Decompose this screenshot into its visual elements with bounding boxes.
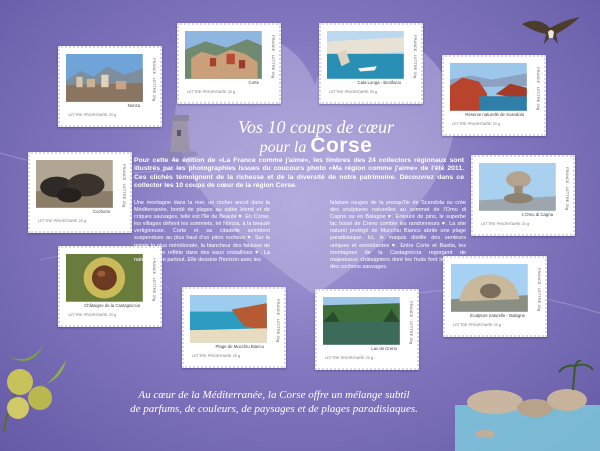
stamp-mucchiu-biancu: [182, 287, 286, 368]
text-column-left: Une montagne dans la mer, un rocher ancré dans la Méditerranée, bordé de plages au sable blond et de criques sauvages, telle est l'île de Beauté ♥. En Corse, les villages défient les sommets, tel Nonza, à la beauté vertigineuse. Corte et sa citadelle semblent suspendues au plus haut d'un piton rocheux ♥. Sur la pointe la plus méridionale, la blancheur des falaises de Bonifacio se reflète dans des eaux cristallines ♥. La nature s'offre partout. Elle dessine l'horizon avec les: [134, 200, 270, 263]
stamp-omu-di-cagna: [471, 155, 575, 236]
stamp-bonifacio: [319, 23, 423, 104]
stamp-caption: L'Omu di Cagna: [522, 212, 553, 217]
chestnut-decoration: [0, 336, 70, 436]
intro-paragraph: Pour cette 4e édition de «La France comme j'aime», les timbres des 24 collectors régionaux sont illustrés par les photographies issues du coucours photo «Ma région comme j'aime» de l'été 2011. Ces clichés témoignent de la richesse et de la diversité de notre patrimoine. Découvrez dans ce collector les 10 coups de cœur de la région Corse.: [134, 157, 464, 189]
stamp-caption: Nonza: [127, 103, 140, 108]
genoese-tower: [160, 108, 200, 158]
cochons-photo: [36, 160, 113, 208]
stamp-value: LETTRE PRIORITAIRE 20 g: [187, 90, 236, 94]
stamp-value: LETTRE PRIORITAIRE 20 g: [481, 222, 530, 226]
balagne-photo: [451, 264, 528, 312]
stamp-value: LETTRE PRIORITAIRE 20 g: [329, 90, 378, 94]
stamp-side-text: FRANCE · LETTRE 20g: [152, 257, 157, 301]
stamp-side-text: FRANCE · LETTRE 20g: [152, 57, 157, 101]
stamp-caption: Lac de Creno: [371, 346, 397, 351]
stamp-side-text: FRANCE · LETTRE 20g: [409, 300, 414, 344]
corte-photo: [185, 31, 262, 79]
stamp-value: LETTRE PRIORITAIRE 20 g: [325, 356, 374, 360]
title-line-1: Vos 10 coups de cœur: [238, 117, 394, 137]
title-prefix: pour la: [259, 139, 307, 156]
bonifacio-photo: [327, 31, 404, 79]
stamp-value: LETTRE PRIORITAIRE 20 g: [452, 122, 501, 126]
stamp-nonza: [58, 46, 162, 127]
stamp-side-text: FRANCE · LETTRE 20g: [122, 163, 127, 207]
stamp-lac-de-creno: [315, 289, 419, 370]
stamp-value: LETTRE PRIORITAIRE 20 g: [68, 313, 117, 317]
stamp-caption: Châtaigne de la Castagniccia: [84, 303, 140, 308]
stamp-value: LETTRE PRIORITAIRE 20 g: [38, 219, 87, 223]
stamp-value: LETTRE PRIORITAIRE 20 g: [453, 323, 502, 327]
stamp-value: LETTRE PRIORITAIRE 20 g: [192, 354, 241, 358]
stamp-scandola: [442, 55, 546, 136]
chataigne-photo: [66, 254, 143, 302]
scandola-photo: [450, 63, 527, 111]
stamp-side-text: FRANCE · LETTRE 20g: [413, 34, 418, 78]
stamp-corte: [177, 23, 281, 104]
stamp-side-text: FRANCE · LETTRE 20g: [537, 267, 542, 311]
stamp-caption: Corte: [248, 80, 259, 85]
tagline-line-2: de parfums, de couleurs, de paysages et de plages paradisiaques.: [130, 403, 418, 415]
stamp-cochons: [28, 152, 132, 233]
mucchiu-biancu-photo: [190, 295, 267, 343]
omu-di-cagna-photo: [479, 163, 556, 211]
stamp-caption: Réserve naturelle de Scandola: [465, 112, 524, 117]
stamp-value: LETTRE PRIORITAIRE 20 g: [68, 113, 117, 117]
tagline-line-1: Au cœur de la Méditerranée, la Corse offre un mélange subtil: [138, 389, 410, 401]
stamp-caption: Cala Longa - Bonifacio: [357, 80, 401, 85]
nonza-photo: [66, 54, 143, 102]
stamp-caption: Plage de Mucchiu Biancu: [215, 344, 264, 349]
text-column-right: falaises rouges de la presqu'île de Scandola ou crée des sculptures naturelles au sommet de l'Omu di Cagna ou en Balagne ♥. Entouré de pins, le superbe lac boisé de Creno comble les randonneurs ♥. La site naturel protégé de Mucchiu Bianco abrite une plage paradisiaque. Ici, le maquis distille des senteurs uniques et envoûtantes ♥. Entre Corte et Bastia, les montagnes de la Castagniccia regorgent de majestueux châtaigniers dont les fruits font le bonheur des cochons sauvages.: [330, 200, 466, 270]
lac-de-creno-photo: [323, 297, 400, 345]
stamp-caption: Cochons: [93, 209, 110, 214]
title-line-2: [196, 134, 436, 157]
region-name: Corse: [310, 134, 373, 157]
stamp-side-text: FRANCE · LETTRE 20g: [276, 298, 281, 342]
bottom-tagline: [64, 388, 484, 416]
sheet-title: [196, 118, 436, 157]
osprey-bird: [520, 14, 582, 54]
stamp-caption: Sculpture naturelle - Balagne: [469, 313, 525, 318]
stamp-side-text: FRANCE · LETTRE 20g: [536, 66, 541, 110]
stamp-side-text: FRANCE · LETTRE 20g: [271, 34, 276, 78]
stamp-side-text: FRANCE · LETTRE 20g: [565, 166, 570, 210]
